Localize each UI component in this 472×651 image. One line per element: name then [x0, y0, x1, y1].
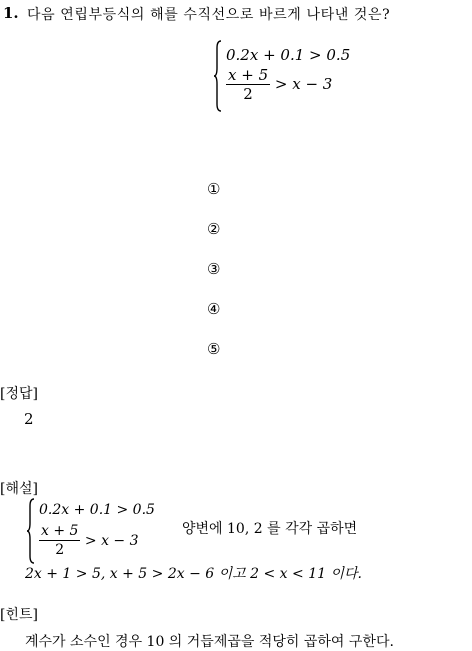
question-number: 1.	[3, 4, 19, 22]
choice-1[interactable]: ①	[207, 180, 221, 198]
question-text: 다음 연립부등식의 해를 수직선으로 바르게 나타낸 것은?	[27, 7, 391, 23]
left-brace-icon	[27, 498, 35, 564]
answer-label: [정답]	[0, 386, 38, 402]
fraction-numerator: x + 5	[228, 66, 269, 84]
fraction	[226, 67, 270, 103]
question-inequality-system	[214, 40, 354, 112]
fraction-denominator: 2	[243, 85, 253, 103]
explanation-inequality-line-2	[39, 523, 139, 559]
explanation-result: 2x + 1 > 5, x + 5 > 2x − 6 이고 2 < x < 11 이다.	[25, 566, 362, 582]
inequality-line-2	[226, 67, 332, 103]
explanation-side-text: 양변에 10, 2 를 각각 곱하면	[182, 521, 358, 537]
fraction-numerator: x + 5	[41, 523, 79, 539]
choice-2[interactable]: ②	[207, 220, 221, 238]
explanation-inequality-line-1: 0.2x + 0.1 > 0.5	[39, 502, 155, 518]
hint-text: 계수가 소수인 경우 10 의 거듭제곱을 적당히 곱하여 구한다.	[25, 634, 394, 650]
explanation-label: [해설]	[0, 481, 38, 497]
fraction	[39, 523, 80, 559]
inequality-line-1: 0.2x + 0.1 > 0.5	[226, 46, 351, 64]
left-brace-icon	[214, 40, 222, 112]
choice-4[interactable]: ④	[207, 300, 221, 318]
inequality-line-2-rest: > x − 3	[274, 75, 333, 93]
choice-3[interactable]: ③	[207, 260, 221, 278]
fraction-denominator: 2	[55, 542, 65, 558]
hint-label: [힌트]	[0, 607, 38, 623]
explanation-inequality-system	[27, 498, 167, 564]
choice-5[interactable]: ⑤	[207, 340, 221, 358]
answer-value: 2	[24, 410, 34, 428]
explanation-inequality-line-2-rest: > x − 3	[84, 533, 139, 549]
